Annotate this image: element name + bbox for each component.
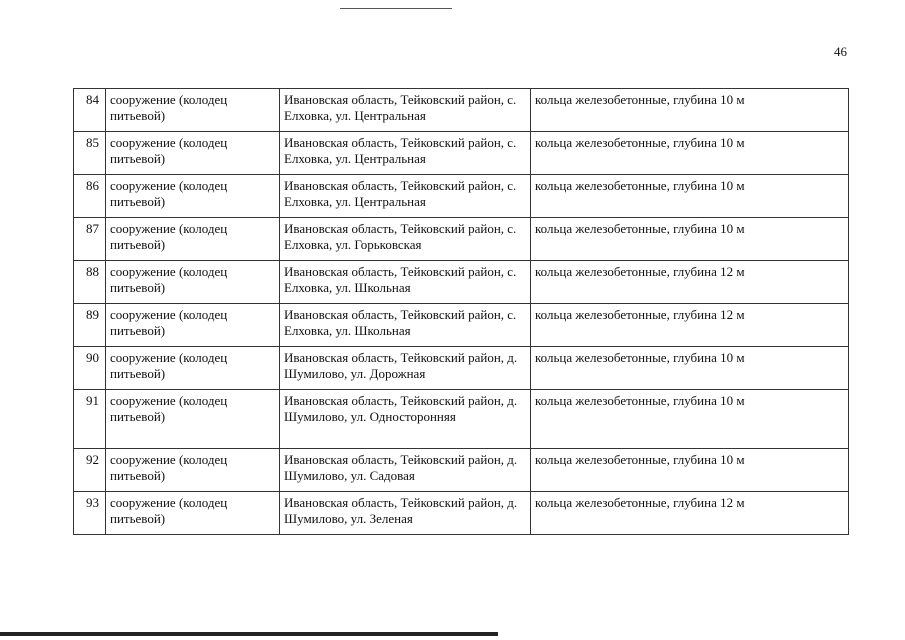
table-row <box>74 218 849 261</box>
object-type: сооружение (колодец питьевой) <box>106 492 280 535</box>
object-type: сооружение (колодец питьевой) <box>106 390 280 449</box>
table-row <box>74 175 849 218</box>
object-description: кольца железобетонные, глубина 12 м <box>531 492 849 535</box>
row-number: 86 <box>74 175 106 218</box>
wells-registry-table <box>73 88 849 535</box>
object-address: Ивановская область, Тейковский район, д. Шумилово, ул. Односторонняя <box>280 390 531 449</box>
object-description: кольца железобетонные, глубина 10 м <box>531 347 849 390</box>
table-row <box>74 132 849 175</box>
row-number: 92 <box>74 449 106 492</box>
page-number: 46 <box>834 44 847 59</box>
object-description: кольца железобетонные, глубина 10 м <box>531 449 849 492</box>
object-address: Ивановская область, Тейковский район, с. Елховка, ул. Центральная <box>280 132 531 175</box>
row-number: 90 <box>74 347 106 390</box>
table-row <box>74 492 849 535</box>
object-type: сооружение (колодец питьевой) <box>106 89 280 132</box>
table-row <box>74 304 849 347</box>
row-number: 84 <box>74 89 106 132</box>
header-rule <box>340 8 452 9</box>
object-type: сооружение (колодец питьевой) <box>106 175 280 218</box>
table-row <box>74 261 849 304</box>
object-address: Ивановская область, Тейковский район, с. Елховка, ул. Центральная <box>280 89 531 132</box>
object-type: сооружение (колодец питьевой) <box>106 347 280 390</box>
row-number: 91 <box>74 390 106 449</box>
object-type: сооружение (колодец питьевой) <box>106 218 280 261</box>
table-row <box>74 347 849 390</box>
object-address: Ивановская область, Тейковский район, с. Елховка, ул. Школьная <box>280 261 531 304</box>
object-description: кольца железобетонные, глубина 10 м <box>531 175 849 218</box>
object-type: сооружение (колодец питьевой) <box>106 132 280 175</box>
row-number: 93 <box>74 492 106 535</box>
row-number: 89 <box>74 304 106 347</box>
object-address: Ивановская область, Тейковский район, с. Елховка, ул. Горьковская <box>280 218 531 261</box>
table-row <box>74 449 849 492</box>
object-type: сооружение (колодец питьевой) <box>106 449 280 492</box>
object-description: кольца железобетонные, глубина 10 м <box>531 218 849 261</box>
object-address: Ивановская область, Тейковский район, д. Шумилово, ул. Дорожная <box>280 347 531 390</box>
object-description: кольца железобетонные, глубина 10 м <box>531 390 849 449</box>
table-row <box>74 89 849 132</box>
row-number: 87 <box>74 218 106 261</box>
object-description: кольца железобетонные, глубина 10 м <box>531 132 849 175</box>
object-address: Ивановская область, Тейковский район, д. Шумилово, ул. Зеленая <box>280 492 531 535</box>
object-description: кольца железобетонные, глубина 12 м <box>531 304 849 347</box>
table-row <box>74 390 849 449</box>
object-address: Ивановская область, Тейковский район, д. Шумилово, ул. Садовая <box>280 449 531 492</box>
object-address: Ивановская область, Тейковский район, с. Елховка, ул. Центральная <box>280 175 531 218</box>
object-type: сооружение (колодец питьевой) <box>106 261 280 304</box>
row-number: 85 <box>74 132 106 175</box>
footer-rule <box>0 632 498 636</box>
object-address: Ивановская область, Тейковский район, с. Елховка, ул. Школьная <box>280 304 531 347</box>
object-description: кольца железобетонные, глубина 12 м <box>531 261 849 304</box>
object-type: сооружение (колодец питьевой) <box>106 304 280 347</box>
object-description: кольца железобетонные, глубина 10 м <box>531 89 849 132</box>
row-number: 88 <box>74 261 106 304</box>
